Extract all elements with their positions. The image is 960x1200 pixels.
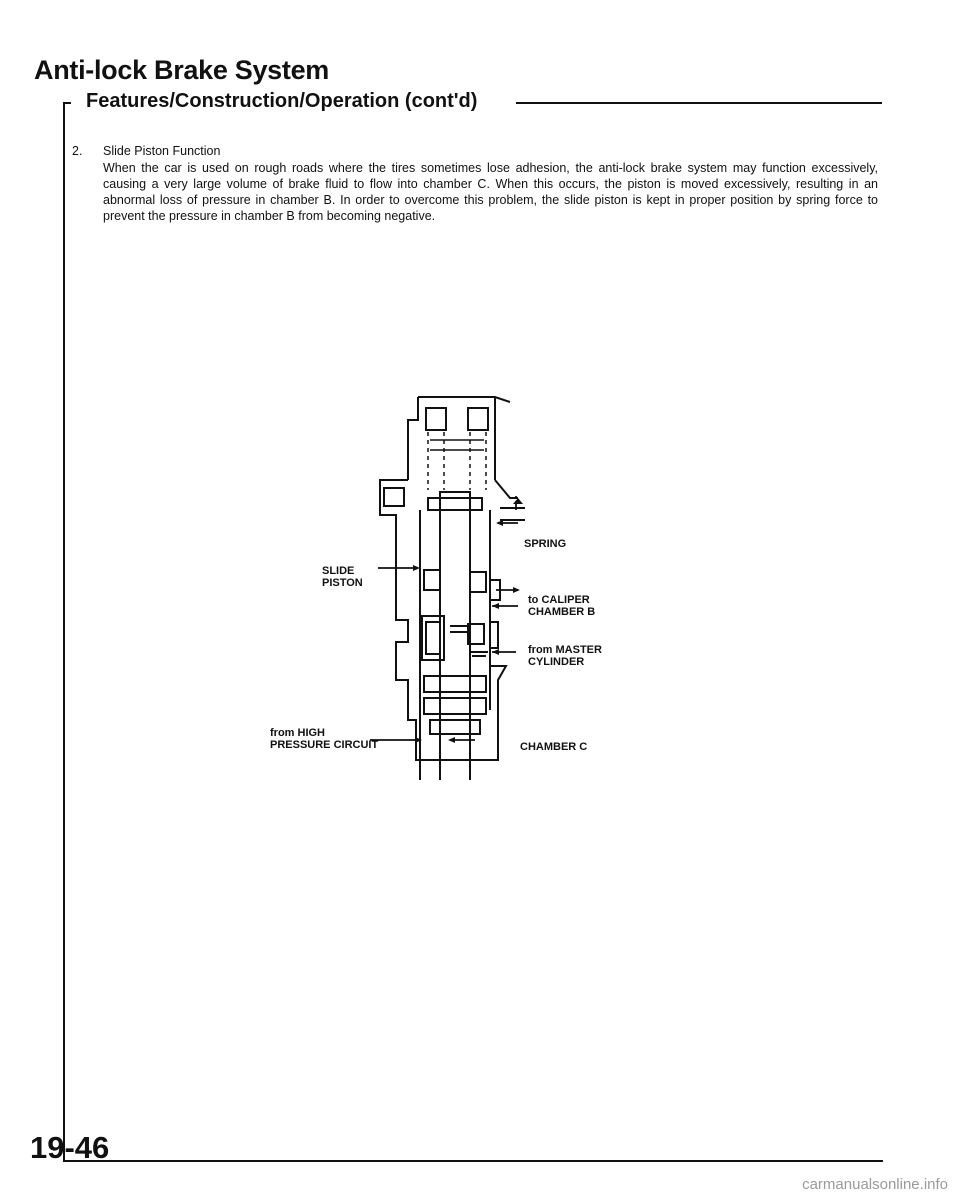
to-caliper-label: to CALIPER CHAMBER B [528,594,596,618]
item-body-text: When the car is used on rough roads where the tires sometimes lose adhesion, the anti-lock brake system may function excessively, causing a very large volume of brake fluid to flow into chamber C. When this occurs, the piston is moved excessively, resulting in an abnormal loss of pressure in chamber B. In order to overcome this problem, the slide piston is kept in proper position by spring force to prevent the pressure in chamber B from becoming negative. [103,161,878,223]
spring-label: SPRING [524,538,567,550]
page-title: Anti-lock Brake System [34,55,330,85]
page-bottom-rule [63,1160,883,1162]
from-master-cylinder-label: from MASTER CYLINDER [528,644,602,668]
page-number: 19-46 [30,1130,110,1165]
source-watermark: carmanualsonline.info [802,1176,948,1193]
section-rule-right [516,102,882,104]
chamber-c-label: CHAMBER C [520,741,588,753]
item-heading: Slide Piston Function [103,144,221,158]
section-title: Features/Construction/Operation (cont'd) [86,90,478,112]
page-left-border [63,102,65,1162]
item-number: 2. [72,144,83,158]
slide-piston-label: SLIDE PISTON [322,565,363,589]
from-high-pressure-label: from HIGH PRESSURE CIRCUIT [270,727,379,751]
